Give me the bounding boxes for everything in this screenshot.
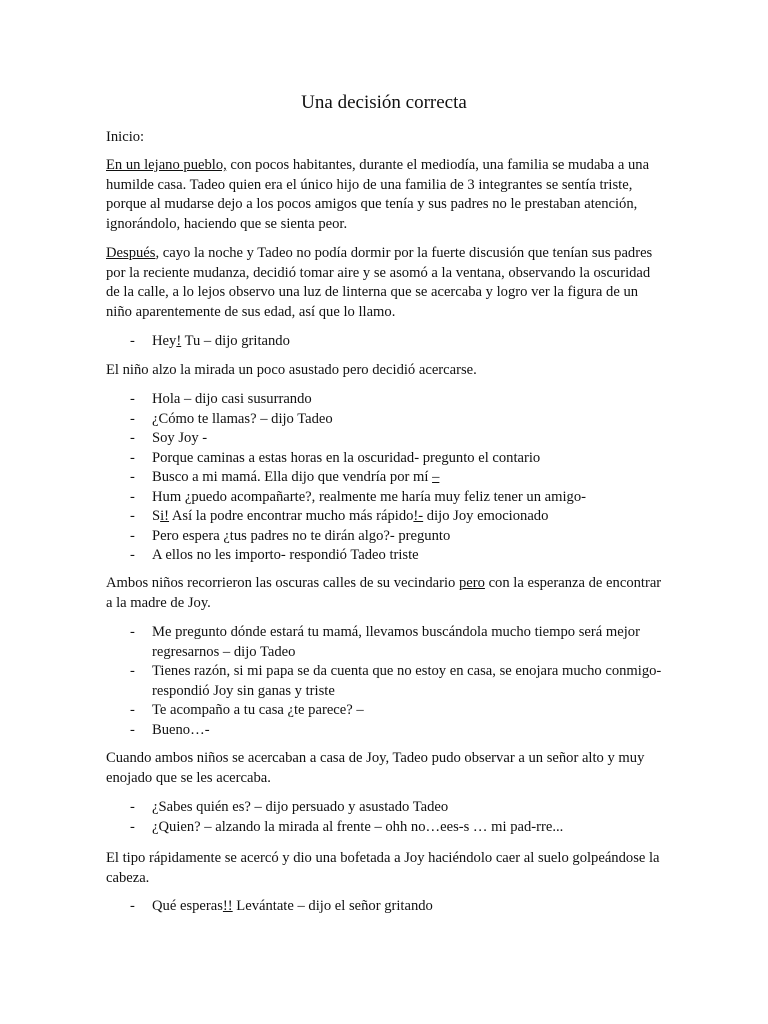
dialogue-list-3 xyxy=(106,623,666,740)
heading-inicio: Inicio: xyxy=(106,129,145,145)
dialogue-list-5 xyxy=(106,897,666,917)
paragraph-text: con pocos habitantes, durante el mediodía, una familia se mudaba a una humilde casa. Tadeo quien era el único hijo de una familia de 3 integrantes se sentía triste, porque al mudarse dejo a los pocos amigos que tenía y sus padres no le prestaban atención, ignorándolo, haciendo que se sienta peor. xyxy=(106,157,650,232)
paragraph-1 xyxy=(106,156,666,234)
list-item: - Hola – dijo casi susurrando xyxy=(106,390,666,410)
list-item: - Te acompaño a tu casa ¿te parece? – xyxy=(106,701,666,721)
paragraph-2 xyxy=(106,244,666,322)
paragraph-text: , cayo la noche y Tadeo no podía dormir por la fuerte discusión que tenían sus padres por la reciente mudanza, decidió tomar aire y se asomó a la ventana, observando la oscuridad de la calle, a lo lejos observo una luz de linterna que se acercaba y logro ver la figura de un niño aparentemente de sus edad, así que lo llamo. xyxy=(106,245,653,320)
paragraph-4: Ambos niños recorrieron las oscuras calles de su vecindario pero con la esperanza de encontrar a la madre de Joy. xyxy=(106,575,662,611)
dialogue-list-4 xyxy=(106,798,666,837)
list-item: - A ellos no les importo- respondió Tadeo triste xyxy=(106,546,666,566)
list-item: - Si! Así la podre encontrar mucho más rápido!- dijo Joy emocionado xyxy=(106,507,666,527)
list-item: - Soy Joy - xyxy=(106,429,666,449)
paragraph-5: Cuando ambos niños se acercaban a casa de Joy, Tadeo pudo observar a un señor alto y muy enojado que se les acercaba. xyxy=(106,750,645,786)
underlined-text: Después xyxy=(106,245,156,261)
list-item: - Bueno…- xyxy=(106,721,666,741)
document-title: Una decisión correcta xyxy=(301,92,467,113)
list-item: - Tienes razón, si mi papa se da cuenta que no estoy en casa, se enojara mucho conmigo- respondió Joy sin ganas y triste xyxy=(106,662,666,701)
list-item: - ¿Sabes quién es? – dijo persuado y asustado Tadeo xyxy=(106,798,666,818)
list-item: - Qué esperas!! Levántate – dijo el señor gritando xyxy=(106,897,666,917)
list-item: - Hum ¿puedo acompañarte?, realmente me haría muy feliz tener un amigo- xyxy=(106,488,666,508)
paragraph-6: El tipo rápidamente se acercó y dio una bofetada a Joy haciéndolo caer al suelo golpeándose la cabeza. xyxy=(106,850,660,886)
list-item: - ¿Quien? – alzando la mirada al frente – ohh no…ees-s … mi pad-rre... xyxy=(106,818,666,838)
list-item: - ¿Cómo te llamas? – dijo Tadeo xyxy=(106,410,666,430)
dialogue-list-1 xyxy=(106,332,666,352)
list-item: - Me pregunto dónde estará tu mamá, llevamos buscándola mucho tiempo será mejor regresarnos – dijo Tadeo xyxy=(106,623,666,662)
list-item: - Pero espera ¿tus padres no te dirán algo?- pregunto xyxy=(106,527,666,547)
dialogue-list-2 xyxy=(106,390,666,566)
list-item: - Porque caminas a estas horas en la oscuridad- pregunto el contario xyxy=(106,449,666,469)
underlined-text: En un lejano pueblo, xyxy=(106,157,227,173)
list-item: - Hey! Tu – dijo gritando xyxy=(106,332,666,352)
list-item: - Busco a mi mamá. Ella dijo que vendría por mí – xyxy=(106,468,666,488)
paragraph-3: El niño alzo la mirada un poco asustado pero decidió acercarse. xyxy=(106,362,477,378)
